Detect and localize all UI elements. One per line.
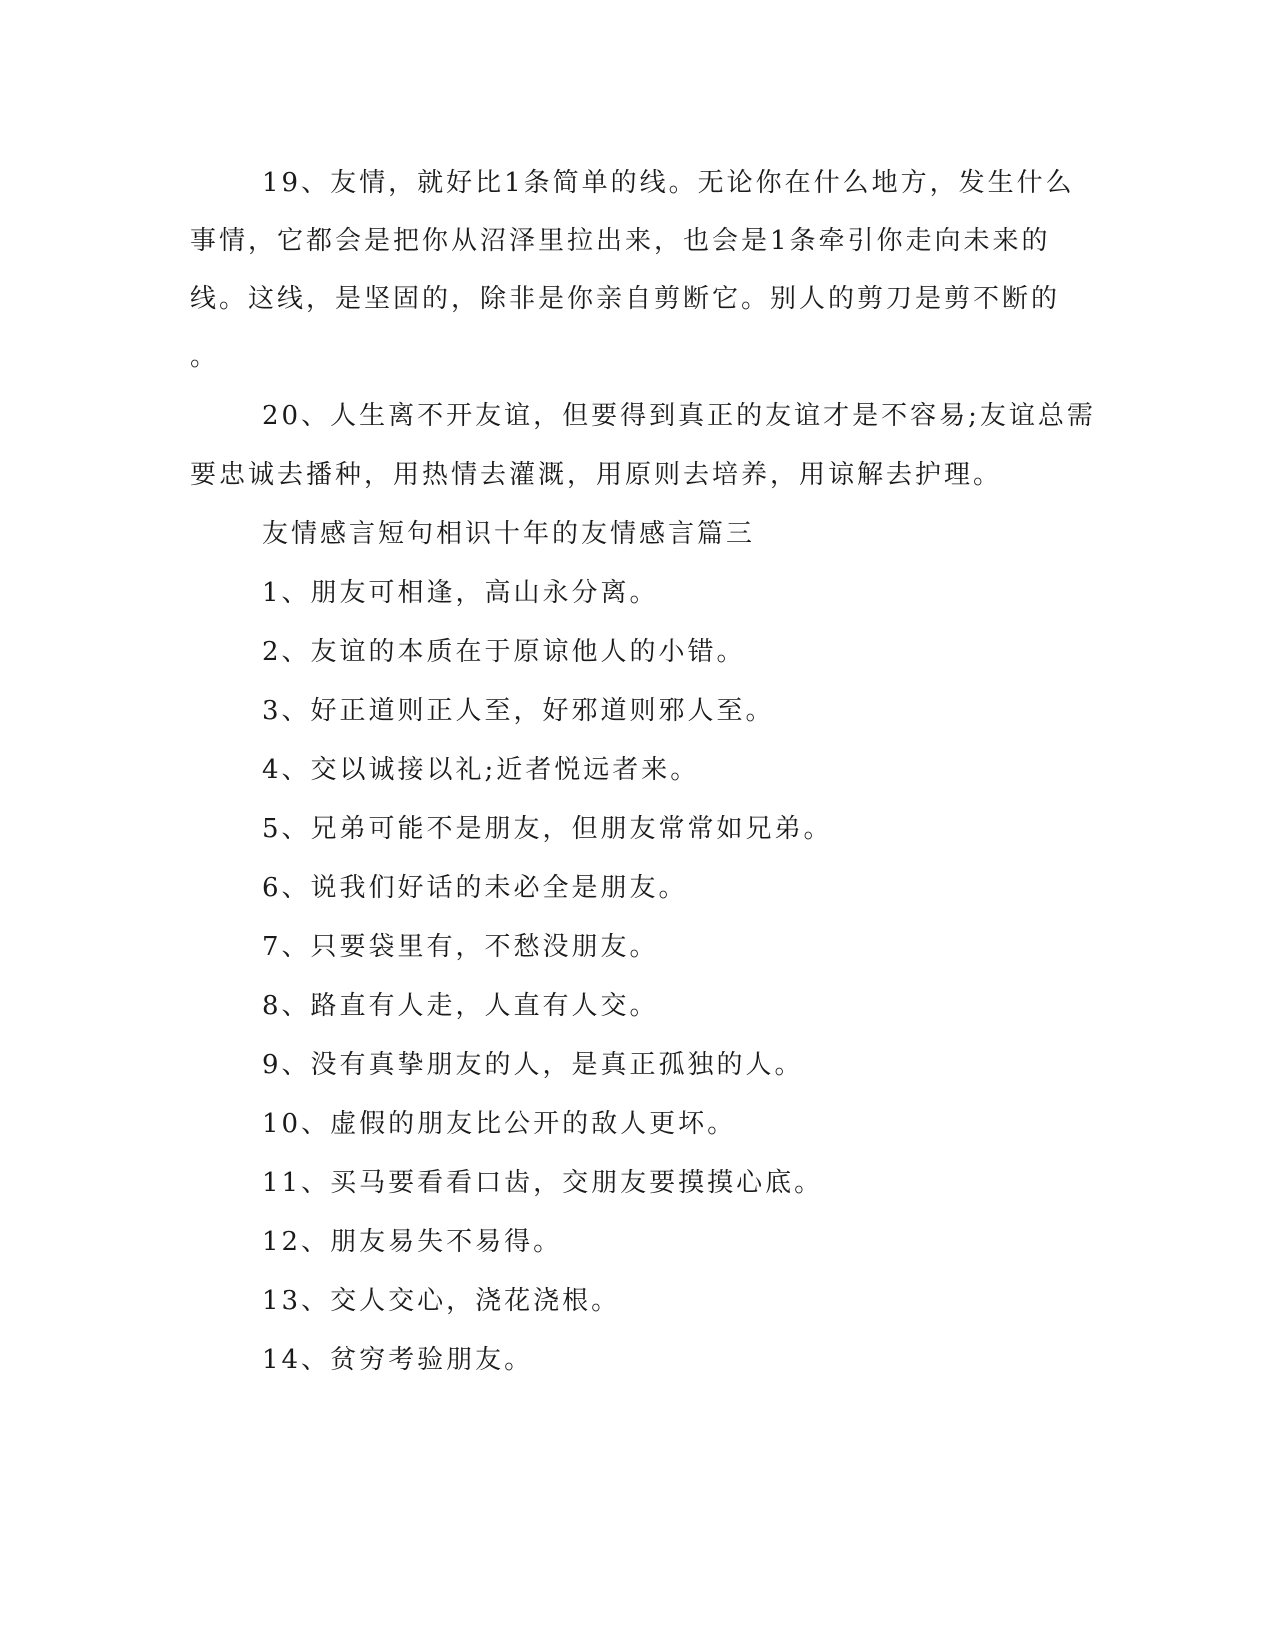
list-item: 14、贫穷考验朋友。: [262, 1345, 534, 1375]
list-item: 3、好正道则正人至，好邪道则邪人至。: [262, 696, 775, 726]
paragraph-19-line-3: 线。这线，是坚固的，除非是你亲自剪断它。别人的剪刀是剪不断的: [190, 284, 1061, 314]
paragraph-19-line-1: 19、友情，就好比1条简单的线。无论你在什么地方，发生什么: [262, 168, 1075, 198]
list-item: 9、没有真挚朋友的人，是真正孤独的人。: [262, 1050, 804, 1080]
list-item: 2、友谊的本质在于原谅他人的小错。: [262, 637, 746, 667]
list-item: 8、路直有人走，人直有人交。: [262, 991, 659, 1021]
list-item: 1、朋友可相逢，高山永分离。: [262, 578, 659, 608]
list-item: 11、买马要看看口齿，交朋友要摸摸心底。: [262, 1168, 824, 1198]
list-item: 10、虚假的朋友比公开的敌人更坏。: [262, 1109, 737, 1139]
list-item: 7、只要袋里有，不愁没朋友。: [262, 932, 659, 962]
list-item: 5、兄弟可能不是朋友，但朋友常常如兄弟。: [262, 814, 833, 844]
paragraph-19-line-2: 事情，它都会是把你从沼泽里拉出来，也会是1条牵引你走向未来的: [190, 226, 1051, 256]
list-item: 6、说我们好话的未必全是朋友。: [262, 873, 688, 903]
list-item: 12、朋友易失不易得。: [262, 1227, 563, 1257]
list-item: 13、交人交心，浇花浇根。: [262, 1286, 621, 1316]
paragraph-19-line-4: 。: [190, 342, 220, 372]
paragraph-20-line-2: 要忠诚去播种，用热情去灌溉，用原则去培养，用谅解去护理。: [190, 460, 1003, 490]
paragraph-20-line-1: 20、人生离不开友谊，但要得到真正的友谊才是不容易;友谊总需: [262, 401, 1096, 431]
section-title: 友情感言短句相识十年的友情感言篇三: [262, 519, 756, 549]
list-item: 4、交以诚接以礼;近者悦远者来。: [262, 755, 700, 785]
